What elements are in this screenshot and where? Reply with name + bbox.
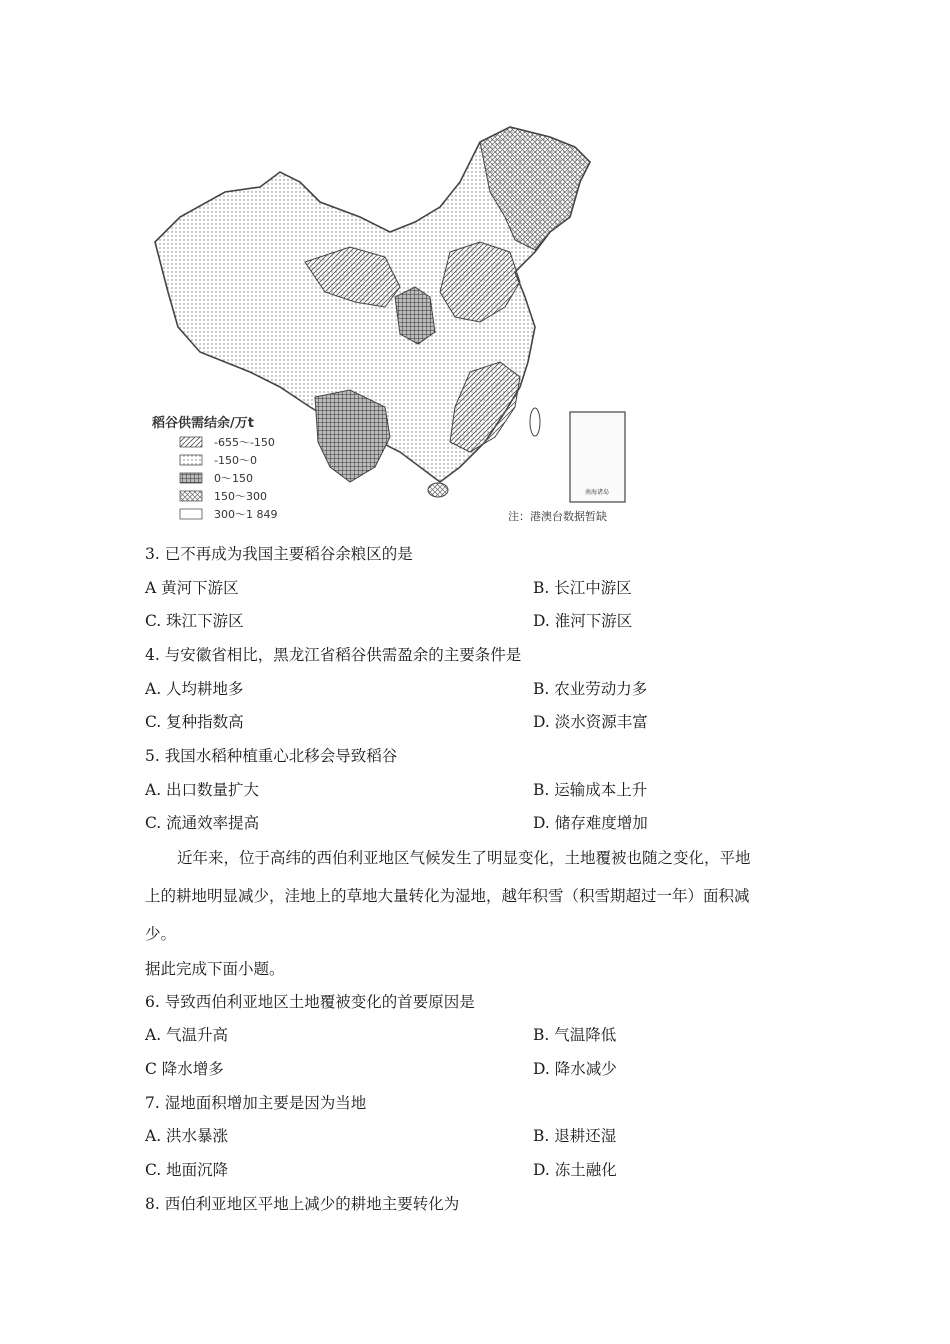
question-5-stem: 5. 我国水稻种植重心北移会导致稻谷 — [145, 747, 398, 765]
option-5a: A. 出口数量扩大 — [145, 781, 260, 799]
option-7c: C. 地面沉降 — [145, 1161, 229, 1179]
question-4-stem: 4. 与安徽省相比，黑龙江省稻谷供需盈余的主要条件是 — [145, 646, 522, 664]
option-4d: D. 淡水资源丰富 — [533, 713, 648, 731]
question-7-stem: 7. 湿地面积增加主要是因为当地 — [145, 1094, 367, 1112]
inset-label: 南海诸岛 — [584, 489, 610, 496]
legend-title: 稻谷供需结余/万t — [152, 416, 254, 431]
passage-instruction: 据此完成下面小题。 — [145, 960, 285, 978]
option-4a: A. 人均耕地多 — [145, 680, 244, 698]
rice-balance-map — [150, 122, 640, 527]
question-3-stem: 3. 已不再成为我国主要稻谷余粮区的是 — [145, 545, 413, 563]
option-6d: D. 降水减少 — [533, 1060, 617, 1078]
legend-item-label: -655～-150 — [214, 436, 275, 449]
passage-line-2: 上的耕地明显减少，洼地上的草地大量转化为湿地，越年积雪（积雪期超过一年）面积减 — [145, 887, 750, 905]
option-6c: C 降水增多 — [145, 1060, 224, 1078]
option-3c: C. 珠江下游区 — [145, 612, 244, 630]
legend — [180, 436, 278, 521]
option-7a: A. 洪水暴涨 — [145, 1127, 229, 1145]
region-taiwan — [530, 408, 540, 436]
question-6-stem: 6. 导致西伯利亚地区土地覆被变化的首要原因是 — [145, 993, 475, 1011]
option-6b: B. 气温降低 — [533, 1026, 617, 1044]
legend-item-label: -150～0 — [214, 454, 257, 467]
option-3d: D. 淮河下游区 — [533, 612, 633, 630]
region-yunnan — [315, 390, 390, 482]
legend-item-label: 300～1 849 — [214, 508, 278, 521]
legend-item-label: 150～300 — [214, 490, 267, 503]
option-3b: B. 长江中游区 — [533, 579, 632, 597]
passage-line-3: 少。 — [145, 925, 177, 943]
option-4c: C. 复种指数高 — [145, 713, 244, 731]
option-5c: C. 流通效率提高 — [145, 814, 260, 832]
option-5b: B. 运输成本上升 — [533, 781, 648, 799]
option-3a: A 黄河下游区 — [145, 579, 239, 597]
passage-line-1: 近年来，位于高纬的西伯利亚地区气候发生了明显变化，土地覆被也随之变化，平地 — [177, 849, 751, 867]
region-hainan — [428, 483, 448, 497]
map-note: 注：港澳台数据暂缺 — [508, 510, 607, 523]
option-5d: D. 储存难度增加 — [533, 814, 648, 832]
option-7d: D. 冻土融化 — [533, 1161, 617, 1179]
option-7b: B. 退耕还湿 — [533, 1127, 617, 1145]
option-6a: A. 气温升高 — [145, 1026, 229, 1044]
legend-item-label: 0～150 — [214, 472, 253, 485]
question-8-stem: 8. 西伯利亚地区平地上减少的耕地主要转化为 — [145, 1195, 460, 1213]
option-4b: B. 农业劳动力多 — [533, 680, 648, 698]
